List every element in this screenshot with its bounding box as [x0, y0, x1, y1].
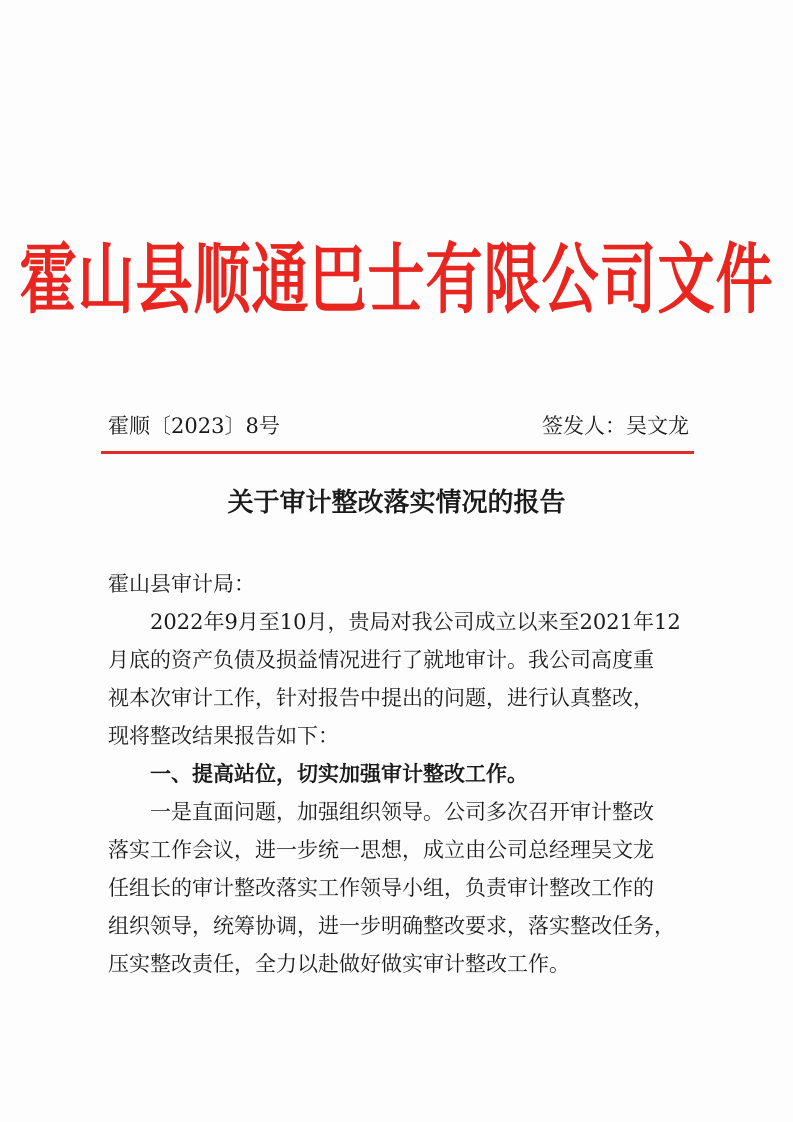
- recipient: 霍山县审计局：: [108, 572, 255, 596]
- paragraph-line: 组织领导，统筹协调，进一步明确整改要求，落实整改任务，: [108, 914, 675, 938]
- org-header-title: 霍山县顺通巴士有限公司文件: [19, 235, 774, 325]
- paragraph-line: 月底的资产负债及损益情况进行了就地审计。我公司高度重: [108, 648, 654, 672]
- paragraph-line: 任组长的审计整改落实工作领导小组，负责审计整改工作的: [108, 876, 654, 900]
- paragraph-line: 一是直面问题，加强组织领导。公司多次召开审计整改: [150, 800, 654, 824]
- paragraph-line: 压实整改责任，全力以赴做好做实审计整改工作。: [108, 952, 570, 976]
- paragraph-line: 视本次审计工作，针对报告中提出的问题，进行认真整改，: [108, 686, 654, 710]
- paragraph-line: 现将整改结果报告如下：: [108, 724, 339, 748]
- signer: 签发人：吴文龙: [542, 414, 689, 438]
- paragraph-line: 落实工作会议，进一步统一思想，成立由公司总经理吴文龙: [108, 838, 654, 862]
- section-heading: 一、提高站位，切实加强审计整改工作。: [150, 762, 528, 786]
- report-body: [108, 565, 693, 983]
- report-title: 关于审计整改落实情况的报告: [227, 488, 566, 518]
- header-divider: [101, 451, 694, 454]
- document-number: 霍顺〔2023〕8号: [108, 414, 280, 438]
- paragraph-line: 2022年9月至10月，贵局对我公司成立以来至2021年12: [150, 610, 681, 634]
